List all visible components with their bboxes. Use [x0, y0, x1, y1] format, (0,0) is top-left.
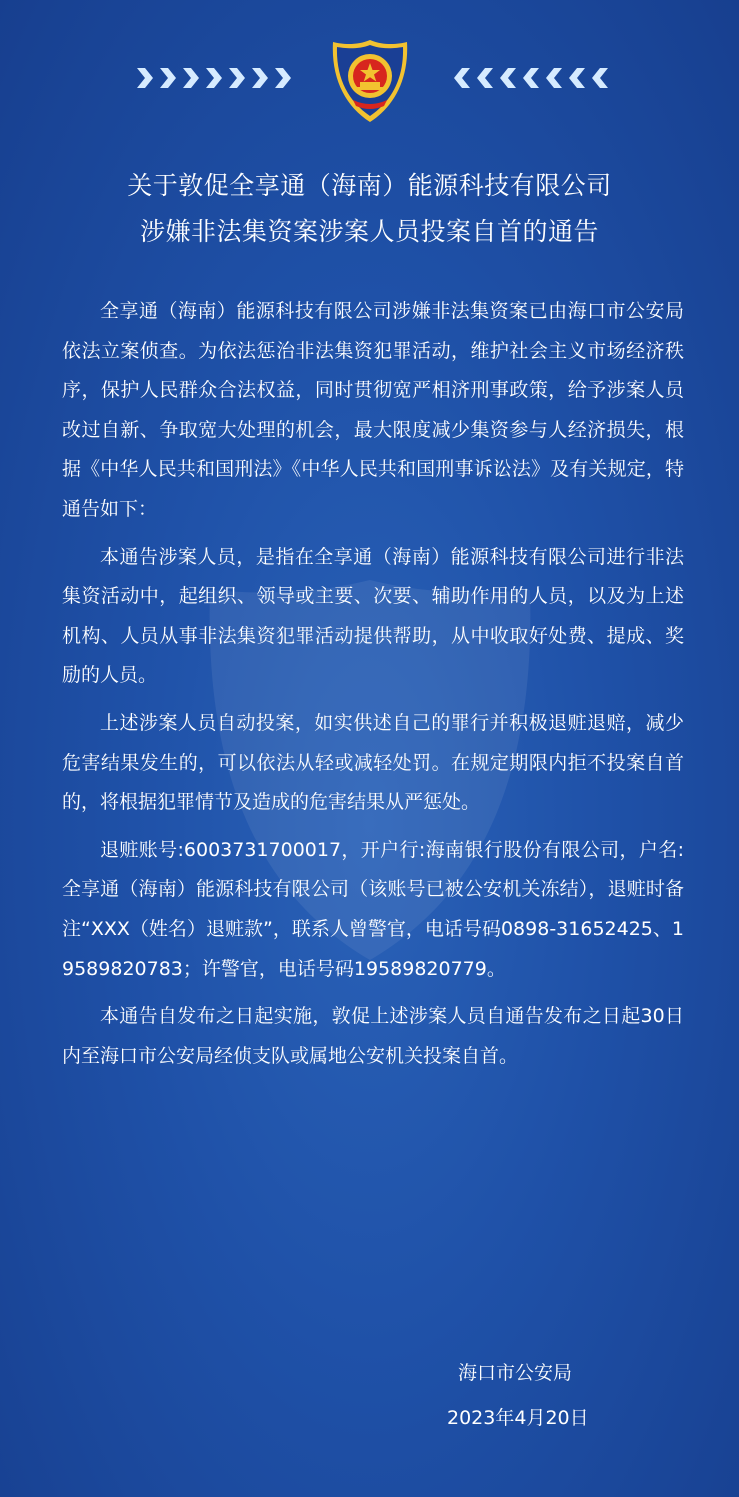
issue-date: 2023年4月20日 — [447, 1407, 589, 1429]
chevron-left-icon — [544, 66, 564, 90]
chevron-left-icon — [475, 66, 495, 90]
chevron-left-icon — [452, 66, 472, 90]
notice-title-line2: 涉嫌非法集资案涉案人员投案自首的通告 — [139, 217, 599, 246]
chevron-right-icon — [250, 66, 270, 90]
chevron-right-icon — [135, 66, 155, 90]
chevron-right-icon — [227, 66, 247, 90]
chevron-left-icon — [567, 66, 587, 90]
chevron-left-icon — [590, 66, 610, 90]
chevron-right-icon — [273, 66, 293, 90]
chevron-left-icon — [521, 66, 541, 90]
chevron-right-icon — [204, 66, 224, 90]
police-emblem-icon — [329, 38, 411, 124]
paragraph-account: 退赃账号:6003731700017，开户行:海南银行股份有限公司，户名:全享通（海南）能源科技有限公司（该账号已被公安机关冻结），退赃时备注“XXX（姓名）退赃款”，联系人曾警官，电话号码0898-31652425、19589820783；许警官，电话号码19589820779。 — [62, 838, 684, 980]
notice-body — [62, 292, 684, 1084]
chevron-left-icon — [498, 66, 518, 90]
paragraph-leniency: 上述涉案人员自动投案，如实供述自己的罪行并积极退赃退赔，减少危害结果发生的，可以依法从轻或减轻处罚。在规定期限内拒不投案自首的，将根据犯罪情节及造成的危害结果从严惩处。 — [62, 711, 684, 814]
notice-title-line1: 关于敦促全享通（海南）能源科技有限公司 — [127, 171, 612, 200]
issuer-name: 海口市公安局 — [458, 1362, 573, 1384]
chevron-right-icon — [158, 66, 178, 90]
left-chevron-row — [135, 66, 293, 90]
paragraph-effective: 本通告自发布之日起实施，敦促上述涉案人员自通告发布之日起30日内至海口市公安局经侦支队或属地公安机关投案自首。 — [62, 1005, 684, 1067]
chevron-right-icon — [181, 66, 201, 90]
paragraph-intro: 全享通（海南）能源科技有限公司涉嫌非法集资案已由海口市公安局依法立案侦查。为依法惩治非法集资犯罪活动，维护社会主义市场经济秩序，保护人民群众合法权益，同时贯彻宽严相济刑事政策，给予涉案人员改过自新、争取宽大处理的机会，最大限度减少集资参与人经济损失，根据《中华人民共和国刑法》《中华人民共和国刑事诉讼法》及有关规定，特通告如下： — [62, 300, 684, 520]
right-chevron-row — [452, 66, 610, 90]
paragraph-definition: 本通告涉案人员，是指在全享通（海南）能源科技有限公司进行非法集资活动中，起组织、领导或主要、次要、辅助作用的人员，以及为上述机构、人员从事非法集资犯罪活动提供帮助，从中收取好处费、提成、奖励的人员。 — [62, 545, 684, 687]
